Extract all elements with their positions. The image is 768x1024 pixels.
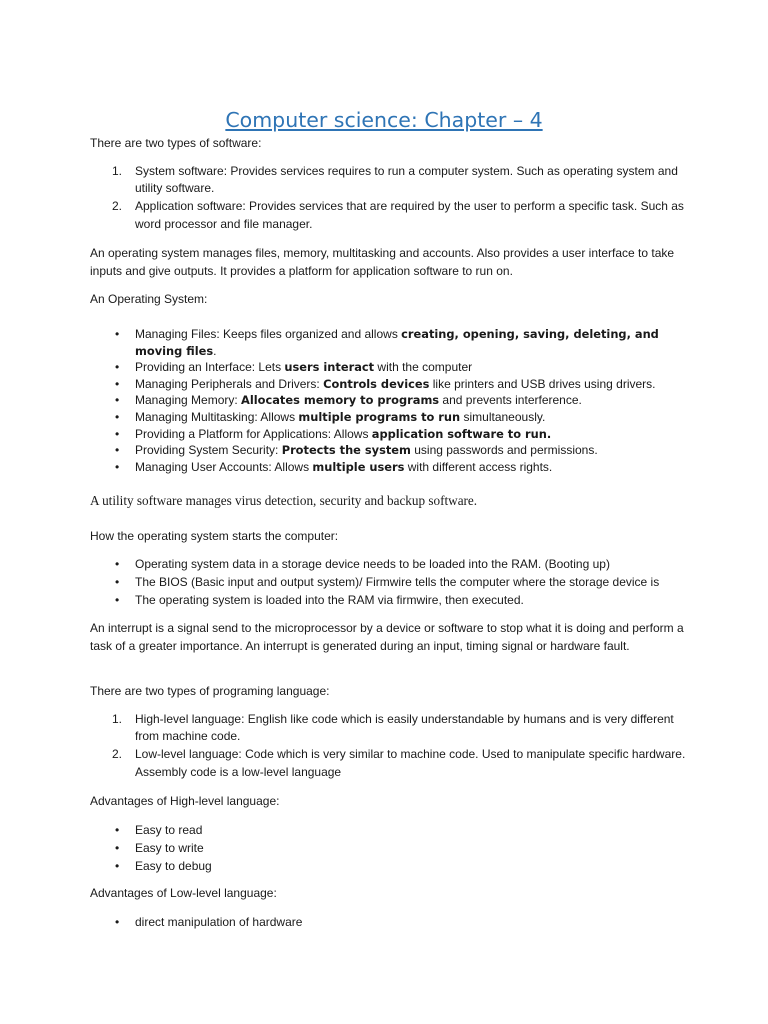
bullet-icon: • (115, 859, 120, 873)
utility-paragraph: A utility software manages virus detection, security and backup software. (90, 493, 478, 508)
bullet-icon: • (115, 426, 120, 441)
list-item (90, 591, 690, 609)
item-bold-text: creating, opening, saving, deleting, and moving files (135, 327, 659, 358)
item-text: simultaneously. (460, 409, 546, 424)
list-item (90, 573, 690, 591)
language-list (90, 711, 690, 782)
item-text: like printers and USB drives using drivers. (429, 376, 656, 391)
list-item-text: Low-level language: Code which is very similar to machine code. Used to manipulate specific hardware. Assembly code is a low-level language (135, 747, 686, 779)
list-item (90, 326, 690, 359)
page-title: Computer science: Chapter – 4 (225, 108, 543, 132)
os-heading: An Operating System: (90, 292, 208, 306)
list-number: 2. (112, 199, 123, 214)
bullet-icon: • (115, 459, 120, 474)
low-level-advantages-list (90, 913, 690, 931)
boot-steps-list (90, 555, 690, 609)
list-item (90, 821, 690, 839)
bullet-icon: • (115, 557, 120, 571)
item-text: with different access rights. (404, 459, 553, 474)
list-number: 1. (112, 712, 123, 726)
item-bold-text: application software to run. (371, 426, 552, 441)
list-item (90, 839, 690, 857)
list-item (90, 198, 690, 233)
list-item (90, 426, 690, 443)
language-heading: There are two types of programing language: (90, 684, 330, 698)
high-level-advantages-list (90, 821, 690, 875)
list-number: 1. (112, 164, 123, 178)
bullet-icon: • (115, 393, 120, 408)
item-text: Providing a Platform for Applications: Allows (135, 426, 372, 441)
bullet-icon: • (115, 409, 120, 424)
bullet-icon: • (115, 823, 120, 837)
item-text: using passwords and permissions. (410, 443, 598, 458)
list-item (90, 163, 690, 198)
list-item (90, 442, 690, 459)
bullet-icon: • (115, 443, 120, 458)
list-number: 2. (112, 747, 123, 762)
list-item-text: High-level language: English like code which is easily understandable by humans and is very different from machine code. (135, 712, 674, 744)
item-bold-text: multiple users (312, 459, 405, 474)
bullet-icon: • (115, 575, 120, 589)
list-item-text: The BIOS (Basic input and output system)/ Firmwire tells the computer where the storage device is (135, 575, 660, 589)
bullet-icon: • (115, 841, 120, 855)
software-types-list (90, 163, 690, 234)
list-item (90, 376, 690, 393)
item-text: Managing Peripherals and Drivers: (135, 376, 324, 391)
list-item-text: direct manipulation of hardware (135, 915, 303, 929)
item-bold-text: Allocates memory to programs (241, 393, 440, 408)
list-item-text: The operating system is loaded into the RAM via firmwire, then executed. (135, 593, 524, 607)
list-item (90, 555, 690, 573)
item-text: . (213, 343, 217, 358)
high-level-advantages-heading: Advantages of High-level language: (90, 794, 280, 808)
list-item (90, 409, 690, 426)
list-item (90, 746, 690, 781)
item-text: with the computer (374, 360, 473, 375)
list-item-text: System software: Provides services requires to run a computer system. Such as operating system and utility software. (135, 164, 678, 196)
list-item (90, 392, 690, 409)
bullet-icon: • (115, 376, 120, 391)
item-bold-text: multiple programs to run (298, 409, 461, 424)
list-item-text: Easy to write (135, 841, 204, 855)
item-text: Providing System Security: (135, 443, 282, 458)
item-text: Managing Files: Keeps files organized and allows (135, 327, 402, 341)
bullet-icon: • (115, 593, 120, 607)
list-item (90, 857, 690, 875)
item-text: Providing an Interface: Lets (135, 360, 285, 375)
list-item-text: Operating system data in a storage device needs to be loaded into the RAM. (Booting up) (135, 557, 610, 571)
list-item (90, 459, 690, 476)
item-bold-text: Controls devices (323, 376, 430, 391)
software-intro: There are two types of software: (90, 136, 262, 150)
item-text: Managing Memory: (135, 393, 242, 408)
interrupt-paragraph: An interrupt is a signal send to the microprocessor by a device or software to stop what it is doing and perform a task of a greater importance. An interrupt is generated during an input, timing signal or hardware fault. (90, 621, 684, 653)
item-text: Managing User Accounts: Allows (135, 459, 313, 474)
list-item (90, 711, 690, 746)
item-text: and prevents interference. (439, 393, 582, 408)
list-item-text: Application software: Provides services that are required by the user to perform a specific task. Such as word processor and file manager. (135, 199, 684, 231)
bullet-icon: • (115, 360, 120, 375)
bullet-icon: • (115, 915, 120, 929)
os-functions-list (90, 326, 690, 475)
low-level-advantages-heading: Advantages of Low-level language: (90, 886, 277, 900)
list-item (90, 913, 690, 931)
os-paragraph: An operating system manages files, memory, multitasking and accounts. Also provides a user interface to take inputs and give outputs. It provides a platform for application software to run on. (90, 246, 675, 278)
list-item (90, 359, 690, 376)
list-item-text: Easy to read (135, 823, 203, 837)
bullet-icon: • (115, 327, 120, 341)
item-bold-text: Protects the system (281, 443, 411, 458)
list-item-text: Easy to debug (135, 859, 212, 873)
item-text: Managing Multitasking: Allows (135, 409, 299, 424)
item-bold-text: users interact (284, 360, 375, 375)
boot-heading: How the operating system starts the computer: (90, 529, 339, 543)
